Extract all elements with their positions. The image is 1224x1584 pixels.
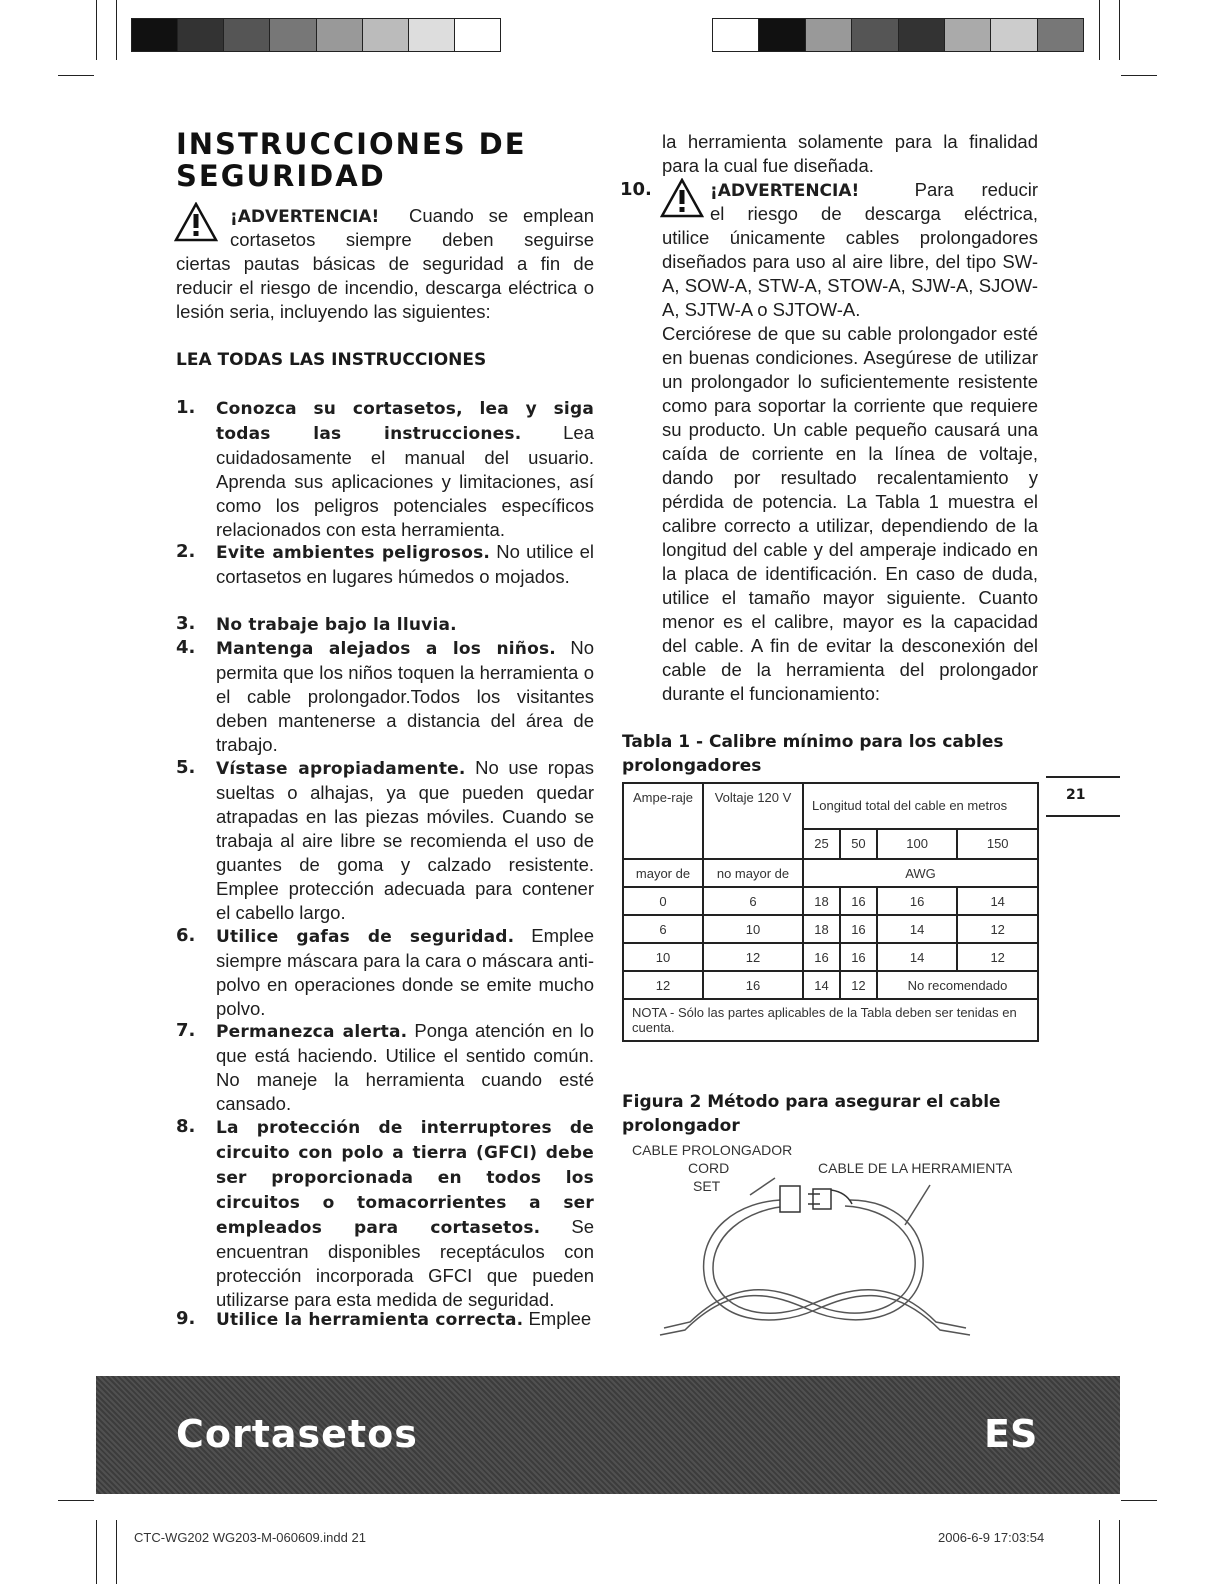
page-number: 21 (1066, 787, 1086, 803)
list-item (176, 540, 594, 589)
item10-warning-line2: el riesgo de descarga eléctrica, (710, 203, 1038, 224)
table-cell: 16 (840, 887, 877, 915)
table-cell: 25 (803, 829, 840, 859)
table-cell: 14 (803, 971, 840, 999)
table-header-voltage: Voltaje 120 V (703, 783, 803, 859)
item-lead: Permanezca alerta. (216, 1022, 408, 1042)
item-number: 7. (176, 1020, 196, 1041)
crop-mark (1121, 75, 1157, 76)
read-all-heading: LEA TODAS LAS INSTRUCCIONES (176, 350, 487, 370)
table-cell: 14 (877, 915, 957, 943)
table-cell: 10 (623, 943, 703, 971)
crop-mark (116, 0, 117, 60)
table-caption: Tabla 1 - Calibre mínimo para los cables prolongadores (622, 732, 1004, 776)
table-header-nomayor: no mayor de (703, 859, 803, 887)
cord-socket-icon (780, 1186, 800, 1212)
item-text: Lea cuidadosamente el manual del usuario. Aprenda sus aplicaciones y limitaciones, así como los peligros potenciales específicos relacionados con esta herramienta. (216, 422, 594, 540)
list-item (176, 756, 594, 925)
table-cell: 12 (703, 943, 803, 971)
table-row (623, 943, 1038, 971)
table-cell: No recomendado (877, 971, 1038, 999)
table-header-awg: AWG (803, 859, 1038, 887)
item-text: No utilice el cortasetos en lugares húmedos o mojados. (216, 541, 595, 587)
page-title: INSTRUCCIONES DE SEGURIDAD (176, 127, 527, 193)
item-number: 5. (176, 757, 196, 778)
table-cell: 16 (840, 915, 877, 943)
item-number: 1. (176, 397, 196, 418)
table-cell: 12 (623, 971, 703, 999)
warning-triangle-icon (174, 202, 218, 242)
item-text: No use ropas sueltas o alhajas, ya que pueden quedar atrapadas en las piezas móviles. Cuando se trabaja al aire libre se recomienda el uso de guantes de goma y calzado resistente. Emplee protección adecuada para contener el cabello largo. (216, 757, 594, 923)
table-note: NOTA - Sólo las partes aplicables de la Tabla deben ser tenidas en cuenta. (623, 999, 1038, 1041)
language-code: ES (984, 1412, 1038, 1456)
crop-mark (96, 0, 97, 60)
item-lead: La protección de interruptores de circuito con polo a tierra (GFCI) debe ser proporcionada en todos los circuitos o tomacorrientes a ser empleados para cortasetos. (216, 1118, 594, 1238)
crop-mark (1099, 0, 1100, 60)
figure-label: CABLE DE LA HERRAMIENTA (818, 1160, 1013, 1176)
item-number: 9. (176, 1308, 196, 1329)
crop-mark (116, 1520, 117, 1584)
table-cell: 16 (703, 971, 803, 999)
list-item (176, 612, 594, 637)
table-cell: 18 (803, 887, 840, 915)
table-cell: 16 (803, 943, 840, 971)
figure-label: CABLE PROLONGADOR (632, 1142, 793, 1158)
table-row (623, 887, 1038, 915)
figure-label: SET (693, 1178, 721, 1194)
table-cell: 0 (623, 887, 703, 915)
crop-mark (58, 1500, 94, 1501)
item-text: Emplee (523, 1308, 592, 1329)
intro-warning-line2: cortasetos siempre deben seguirse (230, 229, 594, 250)
continued-text: la herramienta solamente para la finalidad para la cual fue diseñada. (662, 131, 1038, 176)
item-lead: Evite ambientes peligrosos. (216, 543, 491, 563)
item-lead: No trabaje bajo la lluvia. (216, 615, 457, 635)
item10-warning (710, 178, 1038, 203)
table-row (623, 915, 1038, 943)
list-item (176, 924, 594, 1021)
list-item (176, 636, 594, 757)
table-cell: 12 (957, 943, 1038, 971)
figure-label: CORD (688, 1160, 730, 1176)
warning-label: ¡ADVERTENCIA! (230, 207, 380, 227)
item-number: 3. (176, 613, 196, 634)
table-cell: 6 (703, 887, 803, 915)
item-text: No permita que los niños toquen la herramienta o el cable prolongador.Todos los visitantes deben mantenerse a distancia del área de trabajo. (216, 637, 594, 755)
table-cell: 100 (877, 829, 957, 859)
item-lead: Vístase apropiadamente. (216, 759, 466, 779)
crop-mark (1119, 1520, 1120, 1584)
figure-caption: Figura 2 Método para asegurar el cable prolongador (622, 1092, 1001, 1136)
table-row (623, 971, 1038, 999)
item-text: Se encuentran disponibles receptáculos con protección incorporada GFCI que pueden utilizarse para esta medida de seguridad. (216, 1216, 594, 1310)
list-item (176, 1019, 594, 1116)
item-lead: Utilice la herramienta correcta. (216, 1310, 524, 1330)
table-cell: 50 (840, 829, 877, 859)
registration-bar-left (131, 18, 501, 52)
item-number: 4. (176, 637, 196, 658)
table-cell: 14 (957, 887, 1038, 915)
crop-mark (1099, 1520, 1100, 1584)
warning-text: Cuando se emplean (408, 205, 595, 226)
item-number: 8. (176, 1116, 196, 1137)
item10-warning-rest: utilice únicamente cables prolongadores diseñados para uso al aire libre, del tipo SW-A, SOW-A, STW-A, STOW-A, SJW-A, SJOW-A, SJTW-A o SJTOW-A. (662, 227, 1038, 320)
warning-label: ¡ADVERTENCIA! (710, 181, 860, 201)
list-item (176, 1307, 594, 1332)
table-header-mayor: mayor de (623, 859, 703, 887)
product-title: Cortasetos (176, 1412, 418, 1456)
list-item (176, 1115, 594, 1312)
warning-text: Para reducir (914, 179, 1038, 200)
registration-bar-right (712, 18, 1084, 52)
item-lead: Mantenga alejados a los niños. (216, 639, 556, 659)
table-cell: 150 (957, 829, 1038, 859)
list-item (176, 396, 594, 542)
item-number: 2. (176, 541, 196, 562)
warning-triangle-icon (660, 178, 704, 218)
table-cell: 18 (803, 915, 840, 943)
cord-knot-illustration (640, 1170, 980, 1350)
table-cell: 12 (840, 971, 877, 999)
intro-warning (230, 204, 594, 229)
print-date: 2006-6-9 17:03:54 (938, 1530, 1045, 1545)
table-cell: 12 (957, 915, 1038, 943)
item-number: 6. (176, 925, 196, 946)
page-number-rule (1046, 815, 1120, 817)
crop-mark (58, 75, 94, 76)
crop-mark (96, 1520, 97, 1584)
plug-icon (813, 1189, 831, 1209)
intro-warning-rest: ciertas pautas básicas de seguridad a fin de reducir el riesgo de incendio, descarga eléctrica o lesión seria, incluyendo las siguientes: (176, 253, 594, 322)
item-text: Ponga atención en lo que está haciendo. Utilice el sentido común. No maneje la herramienta cuando esté cansado. (216, 1020, 594, 1114)
page-number-rule (1046, 776, 1120, 778)
item10-paragraph: Cerciórese de que su cable prolongador esté en buenas condiciones. Asegúrese de utilizar un prolongador lo suficientemente resistente como para soportar la corriente que requiere su producto. Un cable pequeño causará una caída de corriente en la línea de voltaje, dando por resultado recalentamiento y pérdida de potencia. La Tabla 1 muestra el calibre correcto a utilizar, dependiendo de la longitud del cable y del amperaje indicado en la placa de identificación. En caso de duda, utilice el tamaño mayor siguiente. Cuanto menor es el calibre, mayor es la capacidad del cable. A fin de evitar la desconexión del cable de la herramienta del prolongador durante el funcionamiento: (662, 323, 1038, 704)
table-cell: 14 (877, 943, 957, 971)
item-number: 10. (620, 179, 652, 200)
item-lead: Conozca su cortasetos, lea y siga todas las instrucciones. (216, 399, 594, 444)
table-cell: 16 (877, 887, 957, 915)
item-text: Emplee siempre máscara para la cara o máscara anti-polvo en operaciones donde se emite mucho polvo. (216, 925, 594, 1019)
item-lead: Utilice gafas de seguridad. (216, 927, 515, 947)
awg-table (622, 782, 1039, 1042)
table-cell: 16 (840, 943, 877, 971)
table-cell: 10 (703, 915, 803, 943)
crop-mark (1119, 0, 1120, 60)
table-header-amperage: Ampe-raje (623, 783, 703, 859)
table-cell: 6 (623, 915, 703, 943)
file-info: CTC-WG202 WG203-M-060609.indd 21 (134, 1530, 366, 1545)
table-header-length: Longitud total del cable en metros (803, 783, 1038, 829)
crop-mark (1121, 1500, 1157, 1501)
